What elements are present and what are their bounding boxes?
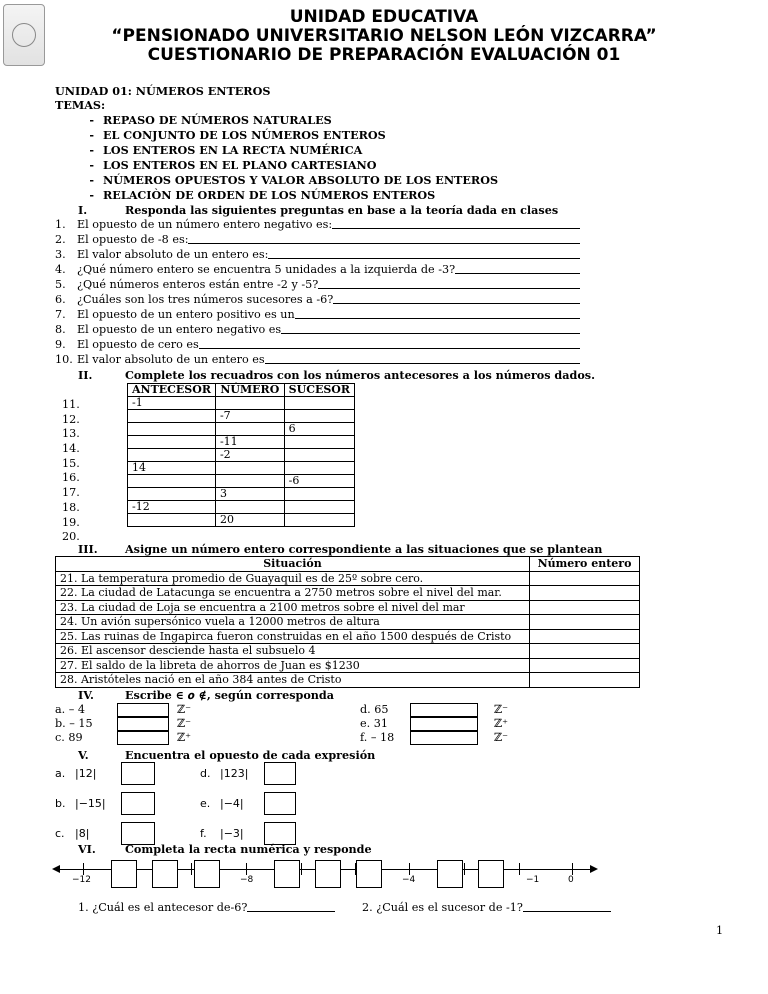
row-number: 12. [62,412,80,426]
header-line-1: UNIDAD EDUCATIVA [289,7,479,27]
situation-text: 28. Aristóteles nació en el año 384 antes de Cristo [56,673,530,688]
answer-box[interactable] [117,703,169,717]
answer-box[interactable] [410,717,478,731]
section-3-number: III. [78,542,98,556]
situation-text: 22. La ciudad de Latacunga se encuentra a 2750 metros sobre el nivel del mar. [56,586,530,601]
section-4-number: IV. [78,688,94,702]
integer-set-symbol: ℤ⁺ [494,717,509,730]
opposite-row [200,792,296,815]
cell-sucesor[interactable] [284,397,354,410]
number-line-label: −1 [526,875,540,885]
table-row [128,436,355,449]
integer-set-symbol: ℤ⁻ [177,703,192,716]
cell-sucesor[interactable] [284,449,354,462]
answer-box[interactable] [410,703,478,717]
number-line-box[interactable] [315,860,341,888]
tick-mark [83,863,84,875]
row-number: 13. [62,427,80,441]
answer-cell[interactable] [530,673,640,688]
section-5-title: Encuentra el opuesto de cada expresión [125,748,376,762]
cell-antecesor[interactable] [128,449,216,462]
number-line-box[interactable] [437,860,463,888]
answer-cell[interactable] [530,629,640,644]
number-line-box[interactable] [478,860,504,888]
table-row [56,586,640,601]
answer-cell[interactable] [530,615,640,630]
answer-line[interactable] [268,248,580,259]
absolute-value-expression: |12| [75,767,97,780]
table-row [128,410,355,423]
answer-cell[interactable] [530,600,640,615]
table-row [128,397,355,410]
arrow-left-icon [52,865,60,873]
integer-set-symbol: ℤ⁻ [177,717,192,730]
opposite-row [55,792,155,815]
topic-item: - LOS ENTEROS EN LA RECTA NUMÉRICA [89,143,363,157]
question-row: 4. ¿Qué número entero se encuentra 5 unidades a la izquierda de -3? [55,263,580,278]
table-row [56,629,640,644]
number-line-label: 0 [568,875,574,885]
cell-sucesor[interactable] [284,514,354,527]
answer-line[interactable] [523,901,611,912]
integer-set-symbol: ℤ⁻ [494,731,509,744]
answer-line[interactable] [455,263,580,274]
answer-box[interactable] [264,762,296,785]
tick-mark [246,863,247,875]
membership-item: d. 65 [360,703,389,716]
table-row [56,615,640,630]
question-row: 3. El valor absoluto de un entero es: [55,248,580,263]
row-number: 19. [62,515,80,529]
cell-sucesor[interactable]: -6 [284,475,354,488]
situations-table [55,556,640,688]
answer-cell[interactable] [530,571,640,586]
cell-numero[interactable] [215,423,284,436]
cell-numero[interactable] [215,501,284,514]
tick-mark [464,863,465,875]
opposite-right [200,762,296,845]
section-2-row-numbers [62,398,80,545]
final-question-2: 2. ¿Cuál es el sucesor de -1? [362,901,611,915]
topic-item: - EL CONJUNTO DE LOS NÚMEROS ENTEROS [89,128,386,142]
cell-sucesor[interactable] [284,488,354,501]
item-label: d. [200,767,211,780]
row-number: 17. [62,486,80,500]
table-row [128,449,355,462]
membership-row [55,703,191,717]
section-1-questions [55,218,580,368]
table-row [56,644,640,659]
col-header-antecesor: ANTECESOR [128,384,216,397]
question-row: 7. El opuesto de un entero positivo es un [55,308,580,323]
opposite-row [200,762,296,785]
situation-text: 23. La ciudad de Loja se encuentra a 2100 metros sobre el nivel del mar [56,600,530,615]
answer-box[interactable] [264,792,296,815]
cell-numero[interactable] [215,397,284,410]
answer-box[interactable] [117,731,169,745]
membership-row [55,717,191,731]
answer-cell[interactable] [530,658,640,673]
tick-mark [409,863,410,875]
item-label: e. [200,797,211,810]
section-5-number: V. [78,748,89,762]
row-number: 14. [62,442,80,456]
section-2-title: Complete los recuadros con los números antecesores a los números dados. [125,368,595,382]
number-line-box[interactable] [152,860,178,888]
answer-box[interactable] [121,792,155,815]
membership-item: a. – 4 [55,703,86,716]
row-number: 15. [62,456,80,470]
cell-numero[interactable] [215,475,284,488]
section-1-title: Responda las siguientes preguntas en base a la teoría dada en clases [125,203,559,217]
col-header-numero: NÚMERO [215,384,284,397]
section-6-number: VI. [78,842,96,856]
cell-sucesor[interactable] [284,436,354,449]
membership-item: e. 31 [360,717,388,730]
section-2-number: II. [78,368,93,382]
cell-numero[interactable]: -11 [215,436,284,449]
question-row: 8. El opuesto de un entero negativo es [55,323,580,338]
opposite-left [55,762,155,845]
membership-row [360,731,508,745]
table-row [128,501,355,514]
answer-box[interactable] [117,717,169,731]
table-row [56,600,640,615]
opposite-row [55,762,155,785]
integer-set-symbol: ℤ⁻ [494,703,509,716]
table-row [128,423,355,436]
arrow-right-icon [590,865,598,873]
col-header-numero-entero: Número entero [530,557,640,572]
topic-item: - RELACIÒN DE ORDEN DE LOS NÚMEROS ENTEROS [89,188,436,202]
answer-line[interactable] [295,308,580,319]
table-row [128,462,355,475]
item-label: f. [200,827,207,840]
membership-left [55,703,191,745]
row-number: 11. [62,398,80,411]
table-row [56,673,640,688]
number-line-box[interactable] [111,860,137,888]
topic-item: - LOS ENTEROS EN EL PLANO CARTESIANO [89,158,377,172]
situation-text: 26. El ascensor desciende hasta el subsuelo 4 [56,644,530,659]
col-header-situacion: Situación [56,557,530,572]
cell-antecesor[interactable] [128,475,216,488]
cell-numero[interactable]: 20 [215,514,284,527]
table-row [128,488,355,501]
item-label: b. [55,797,66,810]
membership-row [360,717,508,731]
row-number: 20. [62,530,80,544]
cell-antecesor[interactable] [128,488,216,501]
table-row [128,475,355,488]
topic-item: - REPASO DE NÚMEROS NATURALES [89,113,332,127]
header-line-2: “PENSIONADO UNIVERSITARIO NELSON LEÓN VIZCARRA” [111,26,657,46]
unit-title: UNIDAD 01: NÚMEROS ENTEROS [55,84,271,98]
answer-line[interactable] [199,338,580,349]
cell-antecesor[interactable]: -1 [128,397,216,410]
answer-line[interactable] [333,293,580,304]
absolute-value-expression: |−15| [75,797,106,810]
cell-antecesor[interactable] [128,436,216,449]
membership-item: c. 89 [55,731,83,744]
cell-sucesor[interactable] [284,410,354,423]
question-row: 2. El opuesto de -8 es: [55,233,580,248]
number-line-label: −4 [402,875,416,885]
cell-sucesor[interactable] [284,462,354,475]
item-label: c. [55,827,65,840]
answer-line[interactable] [281,323,580,334]
answer-line[interactable] [318,278,580,289]
question-row: 6. ¿Cuáles son los tres números sucesores a -6? [55,293,580,308]
answer-line[interactable] [265,353,580,364]
row-number: 16. [62,471,80,485]
situation-text: 21. La temperatura promedio de Guayaquil es de 25º sobre cero. [56,571,530,586]
cell-antecesor[interactable]: -12 [128,501,216,514]
question-row: 9. El opuesto de cero es [55,338,580,353]
question-row: 10. El valor absoluto de un entero es [55,353,580,368]
question-row: 1. El opuesto de un número entero negativo es: [55,218,580,233]
number-line-label: −12 [72,875,91,885]
section-4-title: Escribe ∈ 𝒐 ∉, según corresponda [125,688,334,702]
answer-cell[interactable] [530,644,640,659]
membership-item: b. – 15 [55,717,93,730]
tick-mark [572,863,573,875]
tick-mark [301,863,302,875]
absolute-value-expression: |−4| [220,797,244,810]
header-line-3: CUESTIONARIO DE PREPARACIÓN EVALUACIÓN 01 [147,45,621,65]
cell-numero[interactable]: -7 [215,410,284,423]
section-1-number: I. [78,203,88,217]
number-line-box[interactable] [356,860,382,888]
cell-numero[interactable]: 3 [215,488,284,501]
membership-row [55,731,191,745]
absolute-value-expression: |8| [75,827,90,840]
answer-box[interactable] [121,762,155,785]
situation-text: 25. Las ruinas de Ingapirca fueron construidas en el año 1500 después de Cristo [56,629,530,644]
col-header-sucesor: SUCESOR [284,384,354,397]
row-number: 18. [62,500,80,514]
section-6-title: Completa la recta numérica y responde [125,842,372,856]
cell-sucesor[interactable] [284,501,354,514]
answer-box[interactable] [410,731,478,745]
number-line-box[interactable] [274,860,300,888]
cell-numero[interactable] [215,462,284,475]
tick-mark [519,863,520,875]
answer-line[interactable] [247,901,335,912]
answer-cell[interactable] [530,586,640,601]
tick-mark [191,863,192,875]
topic-item: - NÚMEROS OPUESTOS Y VALOR ABSOLUTO DE LOS ENTEROS [89,173,499,187]
topics-list [55,113,498,203]
situation-text: 27. El saldo de la libreta de ahorros de Juan es $1230 [56,658,530,673]
cell-antecesor[interactable]: 14 [128,462,216,475]
number-line-label: −8 [240,875,254,885]
final-question-1: 1. ¿Cuál es el antecesor de-6? [78,901,335,915]
absolute-value-expression: |−3| [220,827,244,840]
topics-label: TEMAS: [55,98,106,112]
integer-set-symbol: ℤ⁺ [177,731,192,744]
cell-sucesor[interactable]: 6 [284,423,354,436]
table-row [56,658,640,673]
situation-text: 24. Un avión supersónico vuela a 12000 metros de altura [56,615,530,630]
cell-numero[interactable]: -2 [215,449,284,462]
answer-line[interactable] [332,218,580,229]
cell-antecesor[interactable] [128,514,216,527]
page-number: 1 [716,924,724,937]
item-label: a. [55,767,66,780]
answer-line[interactable] [188,233,580,244]
absolute-value-expression: |123| [220,767,249,780]
table-row [56,571,640,586]
membership-item: f. – 18 [360,731,395,744]
cell-antecesor[interactable] [128,410,216,423]
table-row [128,514,355,527]
membership-right [360,703,508,745]
predecessor-successor-table [127,383,355,527]
membership-row [360,703,508,717]
question-row: 5. ¿Qué números enteros están entre -2 y -5? [55,278,580,293]
cell-antecesor[interactable] [128,423,216,436]
section-3-title: Asigne un número entero correspondiente a las situaciones que se plantean [125,542,603,556]
number-line-box[interactable] [194,860,220,888]
